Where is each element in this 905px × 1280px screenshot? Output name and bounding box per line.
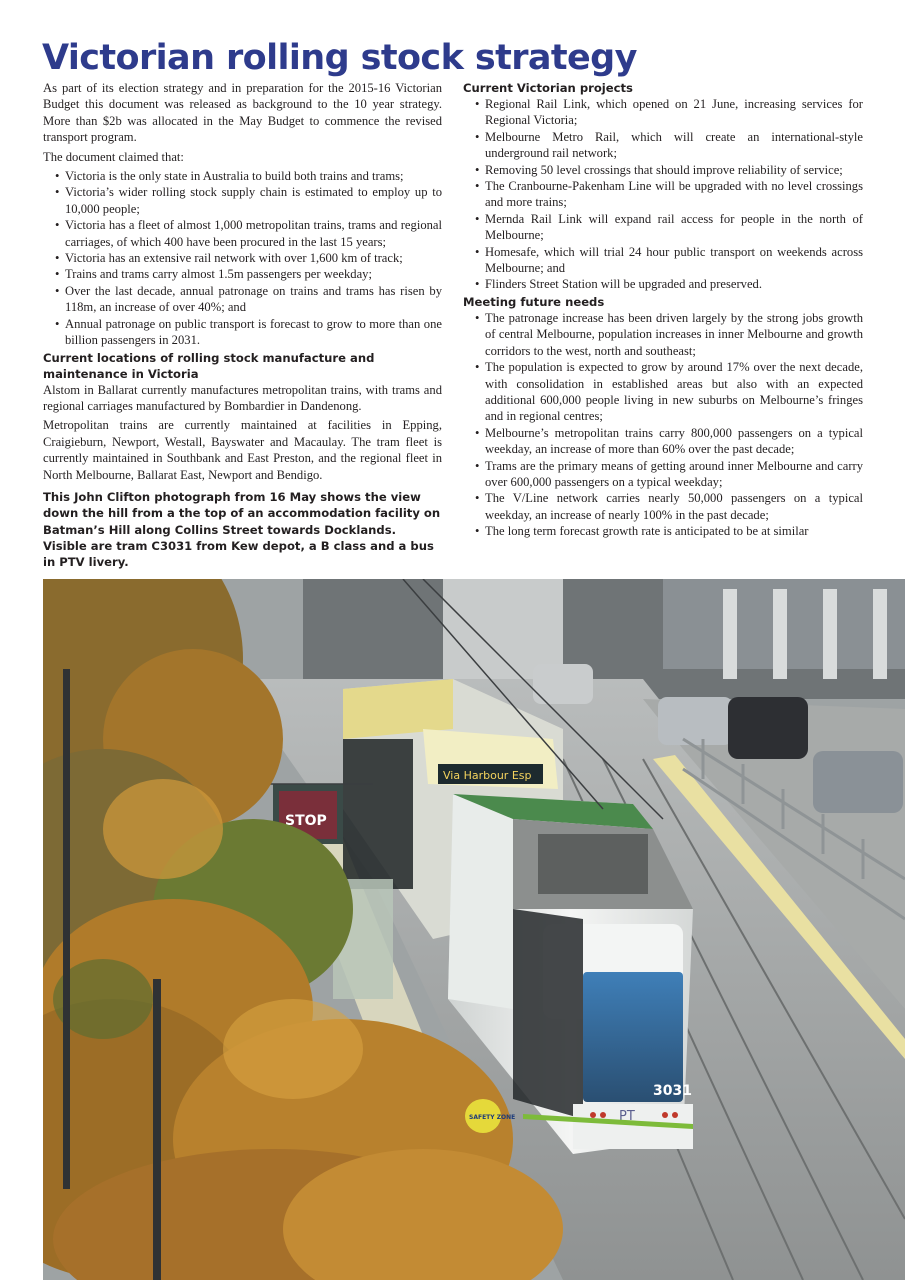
tram-number: 3031 [653, 1083, 692, 1099]
claims-list [43, 168, 442, 348]
project-item: • Melbourne Metro Rail, which will create an international-style underground rail network; [463, 129, 863, 162]
project-item: • Flinders Street Station will be upgraded and preserved. [463, 276, 863, 292]
claim-item: • Victoria has an extensive rail network with over 1,600 km of track; [43, 250, 442, 266]
claim-item: • Victoria has a fleet of almost 1,000 metropolitan trains, trams and regional carriages, of which 400 have been procured in the last 15 years; [43, 217, 442, 250]
tram-photo [43, 579, 905, 1280]
needs-item: • Trams are the primary means of getting around inner Melbourne and carry over 600,000 passengers on a typical weekday; [463, 458, 863, 491]
locations-paragraph-1: Alstom in Ballarat currently manufactures metropolitan trains, with trams and regional carriages manufactured by Bombardier in Dandenong. [43, 382, 442, 413]
claim-item: • Annual patronage on public transport is forecast to grow to more than one billion passengers in 2031. [43, 316, 442, 349]
project-item: • The Cranbourne-Pakenham Line will be upgraded with no level crossings and more trains; [463, 178, 863, 211]
claims-lead: The document claimed that: [43, 149, 184, 164]
project-item: • Removing 50 level crossings that should improve reliability of service; [463, 162, 863, 178]
locations-paragraph-2: Metropolitan trains are currently maintained at facilities in Epping, Craigieburn, Newport, Westall, Bayswater and Macaulay. The tram fleet is currently maintained in Southbank and East Preston, and the regional fleet in North Melbourne, Ballarat East, Newport and Bendigo. [43, 418, 442, 482]
tram-brand: PT [619, 1109, 635, 1124]
claim-item: • Over the last decade, annual patronage on trains and trams has risen by 118m, an increase of over 40%; and [43, 283, 442, 316]
project-item: • Regional Rail Link, which opened on 21 June, increasing services for Regional Victoria; [463, 96, 863, 129]
project-item: • Homesafe, which will trial 24 hour public transport on weekends across Melbourne; and [463, 244, 863, 277]
needs-heading: Meeting future needs [463, 294, 605, 309]
needs-item: • The V/Line network carries nearly 50,000 passengers on a typical weekday, an increase of nearly 100% in the past decade; [463, 490, 863, 523]
photo-caption: This John Clifton photograph from 16 May shows the view down the hill from a the top of an accommodation facility on Batman’s Hill along Collins Street towards Docklands. Visible are tram C3031 from Kew depot, a B class and a bus in PTV livery. [43, 489, 441, 570]
left-column [43, 80, 442, 573]
claim-item: • Victoria’s wider rolling stock supply chain is estimated to employ up to 10,000 people; [43, 184, 442, 217]
projects-heading: Current Victorian projects [463, 81, 633, 95]
claim-item: • Victoria is the only state in Australia to build both trains and trams; [43, 168, 442, 184]
page-title: Victorian rolling stock strategy [42, 38, 637, 78]
claim-item: • Trains and trams carry almost 1.5m passengers per weekday; [43, 266, 442, 282]
needs-item: • The long term forecast growth rate is anticipated to be at similar [463, 523, 863, 539]
locations-heading: Current locations of rolling stock manufacture and maintenance in Victoria [43, 350, 375, 381]
needs-list [463, 310, 863, 540]
right-column [463, 80, 863, 541]
needs-item: • The patronage increase has been driven largely by the strong jobs growth of central Melbourne, population increases in inner Melbourne and growth corridors to the west, north and southeast; [463, 310, 863, 359]
safety-zone-text: SAFETY ZONE [469, 1114, 516, 1121]
intro-paragraph: As part of its election strategy and in preparation for the 2015-16 Victorian Budget this document was released as background to the 10 year strategy. More than $2b was allocated in the May Budget to commence the revised transport program. [43, 81, 442, 145]
needs-item: • Melbourne’s metropolitan trains carry 800,000 passengers on a typical weekday, an increase of more than 60% over the past decade; [463, 425, 863, 458]
projects-list [463, 96, 863, 293]
stop-sign: STOP [285, 813, 327, 829]
project-item: • Mernda Rail Link will expand rail access for people in the north of Melbourne; [463, 211, 863, 244]
b-class-destination: Via Harbour Esp [443, 769, 532, 782]
needs-item: • The population is expected to grow by around 17% over the next decade, with consolidation in established areas but also with an expected additional 600,000 people living in new suburbs on Melbourne’s fringes and in regional centres; [463, 359, 863, 425]
